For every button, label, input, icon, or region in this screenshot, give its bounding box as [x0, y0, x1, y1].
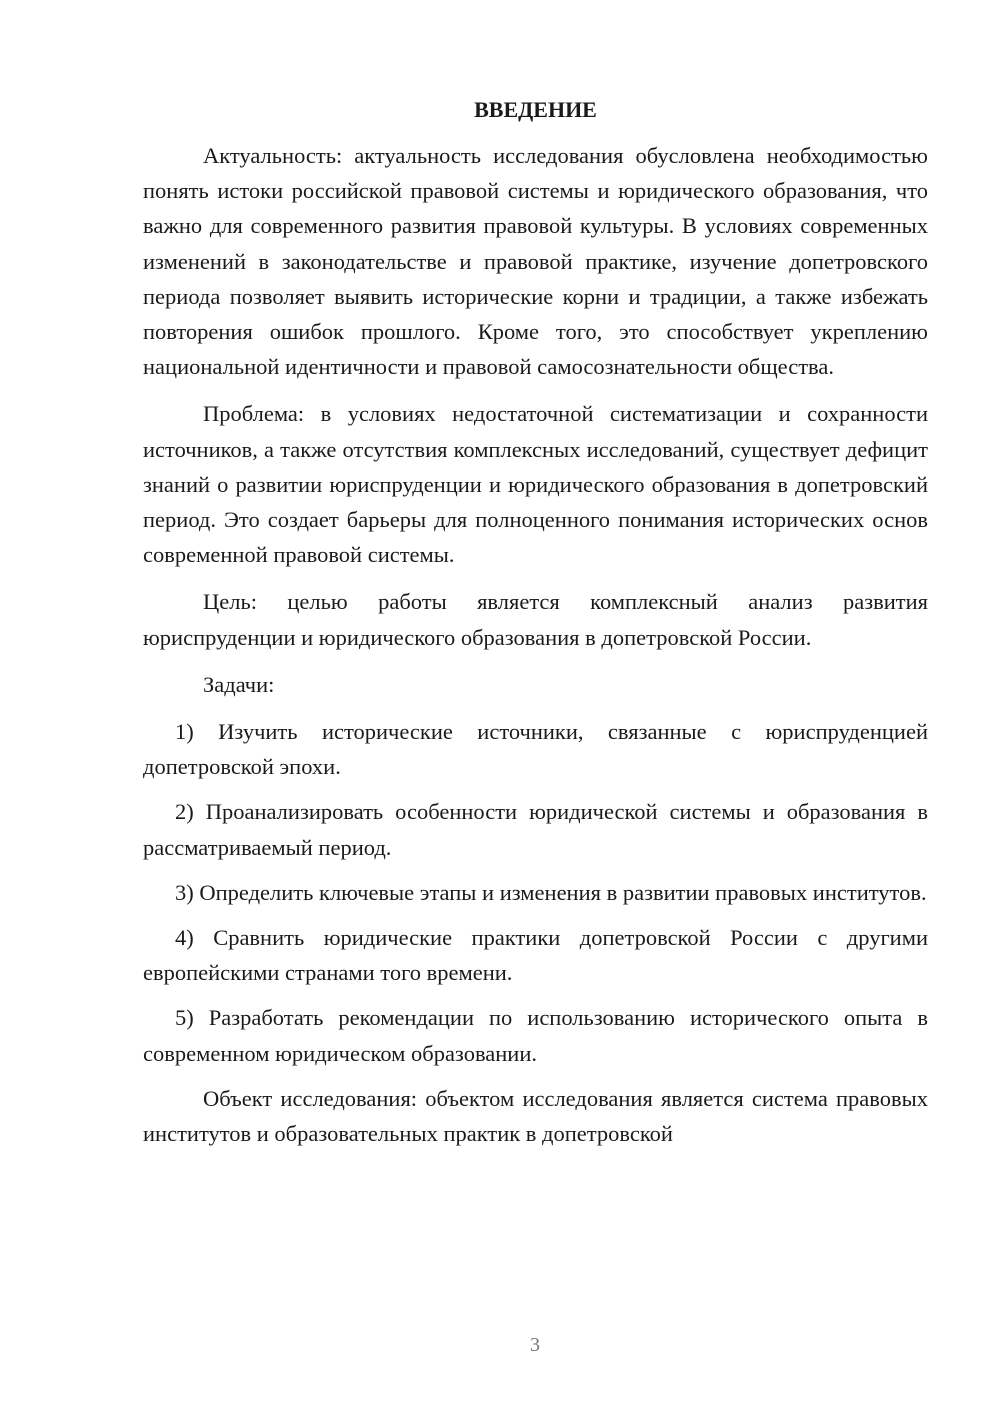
goal-paragraph: Цель: целью работы является комплексный анализ развития юриспруденции и юридического образования в допетровской России. — [143, 589, 928, 650]
task-item-5: 5) Разработать рекомендации по использованию исторического опыта в современном юридическом образовании. — [143, 1005, 928, 1066]
task-item-1: 1) Изучить исторические источники, связанные с юриспруденцией допетровской эпохи. — [143, 719, 928, 780]
task-item-3: 3) Определить ключевые этапы и изменения в развитии правовых институтов. — [175, 879, 927, 905]
object-paragraph: Объект исследования: объектом исследования является система правовых институтов и образовательных практик в допетровской — [143, 1085, 928, 1147]
task-item-4: 4) Сравнить юридические практики допетровской России с другими европейскими странами того времени. — [143, 925, 928, 986]
tasks-heading: Задачи: — [203, 671, 275, 697]
relevance-paragraph: Актуальность: актуальность исследования обусловлена необходимостью понять истоки российской правовой системы и юридического образования, что важно для современного развития правовой культуры. В условиях современных изменений в законодательстве и правовой практике, изучение допетровского периода позволяет выявить исторические корни и традиции, а также избежать повторения ошибок прошлого. Кроме того, это способствует укреплению национальной идентичности и правовой самосознательности общества. — [143, 143, 928, 380]
section-heading: ВВЕДЕНИЕ — [474, 97, 597, 122]
page-number: 3 — [530, 1334, 540, 1356]
document-page — [143, 96, 928, 1151]
task-item-2: 2) Проанализировать особенности юридической системы и образования в рассматриваемый период. — [143, 799, 928, 860]
problem-paragraph: Проблема: в условиях недостаточной систематизации и сохранности источников, а также отсутствия комплексных исследований, существует дефицит знаний о развитии юриспруденции и юридического образования в допетровский период. Это создает барьеры для полноценного понимания исторических основ современной правовой системы. — [143, 401, 928, 568]
